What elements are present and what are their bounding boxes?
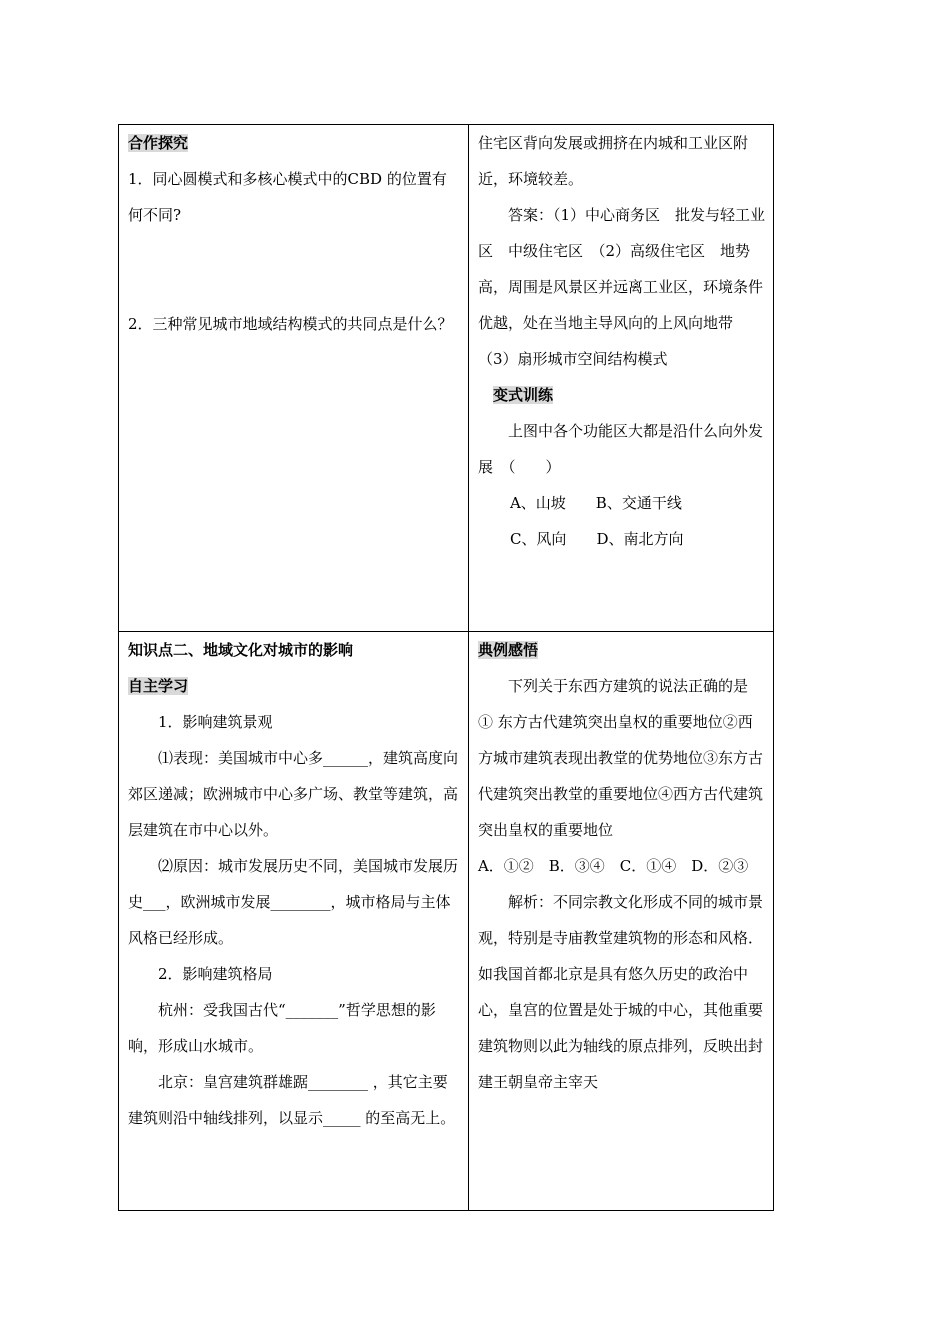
example-heading: 典例感悟 [477, 641, 538, 659]
self-study-heading: 自主学习 [128, 677, 189, 695]
item-2: 2．影响建筑格局 [158, 965, 273, 983]
option-a: A、山坡 [509, 494, 566, 512]
question-1: 1．同心圆模式和多核心模式中的CBD 的位置有何不同? [128, 170, 447, 224]
section-title: 知识点二、地域文化对城市的影响 [128, 641, 354, 659]
example-statements: ① 东方古代建筑突出皇权的重要地位②西方城市建筑表现出教堂的优势地位③东方古代建筑突出教堂的重要地位④西方古代建筑突出皇权的重要地位 [477, 713, 763, 839]
answer-cell [468, 125, 773, 632]
beijing-text: 北京：皇宫建筑群雄踞________ ，其它主要建筑则沿中轴线排列，以显示_____ 的至高无上。 [128, 1073, 456, 1127]
item-1b: ⑵原因：城市发展历史不同，美国城市发展历史___，欧洲城市发展________，城市格局与主体风格已经形成。 [128, 857, 459, 947]
table-row [119, 632, 774, 1211]
example-cell [468, 632, 773, 1211]
example-analysis: 解析：不同宗教文化形成不同的城市景观，特别是寺庙教堂建筑物的形态和风格．如我国首都北京是具有悠久历史的政治中心，皇宫的位置是处于城的中心，其他重要建筑物则以此为轴线的原点排列，反映出封建王朝皇帝主宰天 [477, 893, 763, 1091]
option-d: D、南北方向 [596, 530, 684, 548]
options-row-2 [478, 521, 765, 557]
option-b: B、交通干线 [595, 494, 682, 512]
option-c: C、风向 [509, 530, 567, 548]
section-heading: 合作探究 [128, 134, 189, 152]
cooperative-inquiry-cell [119, 125, 469, 632]
table-row [119, 125, 774, 632]
variant-training-heading: 变式训练 [492, 386, 553, 404]
item-1a: ⑴表现：美国城市中心多______，建筑高度向郊区递减；欧洲城市中心多广场、教堂等建筑，高层建筑在市中心以外。 [128, 749, 459, 839]
item-1: 1．影响建筑景观 [158, 713, 273, 731]
question-2: 2．三种常见城市地域结构模式的共同点是什么？ [128, 315, 453, 333]
variant-question: 上图中各个功能区大都是沿什么向外发展 （ ） [477, 422, 763, 476]
knowledge-point-cell [119, 632, 469, 1211]
continued-text: 住宅区背向发展或拥挤在内城和工业区附近，环境较差。 [477, 134, 748, 188]
answer-space [128, 233, 460, 306]
options-row-1 [478, 485, 765, 521]
answer-text: 答案：（1）中心商务区 批发与轻工业区 中级住宅区 （2）高级住宅区 地势高，周围是风景区并远离工业区，环境条件优越，处在当地主导风向的上风向地带 （3）扇形城市空间结构模式 [477, 206, 765, 368]
example-choices: A．①② B．③④ C．①④ D．②③ [477, 857, 749, 875]
hangzhou-text: 杭州：受我国古代“_______”哲学思想的影响，形成山水城市。 [128, 1001, 436, 1055]
example-question: 下列关于东西方建筑的说法正确的是 [507, 677, 748, 695]
worksheet-table [118, 124, 774, 1211]
